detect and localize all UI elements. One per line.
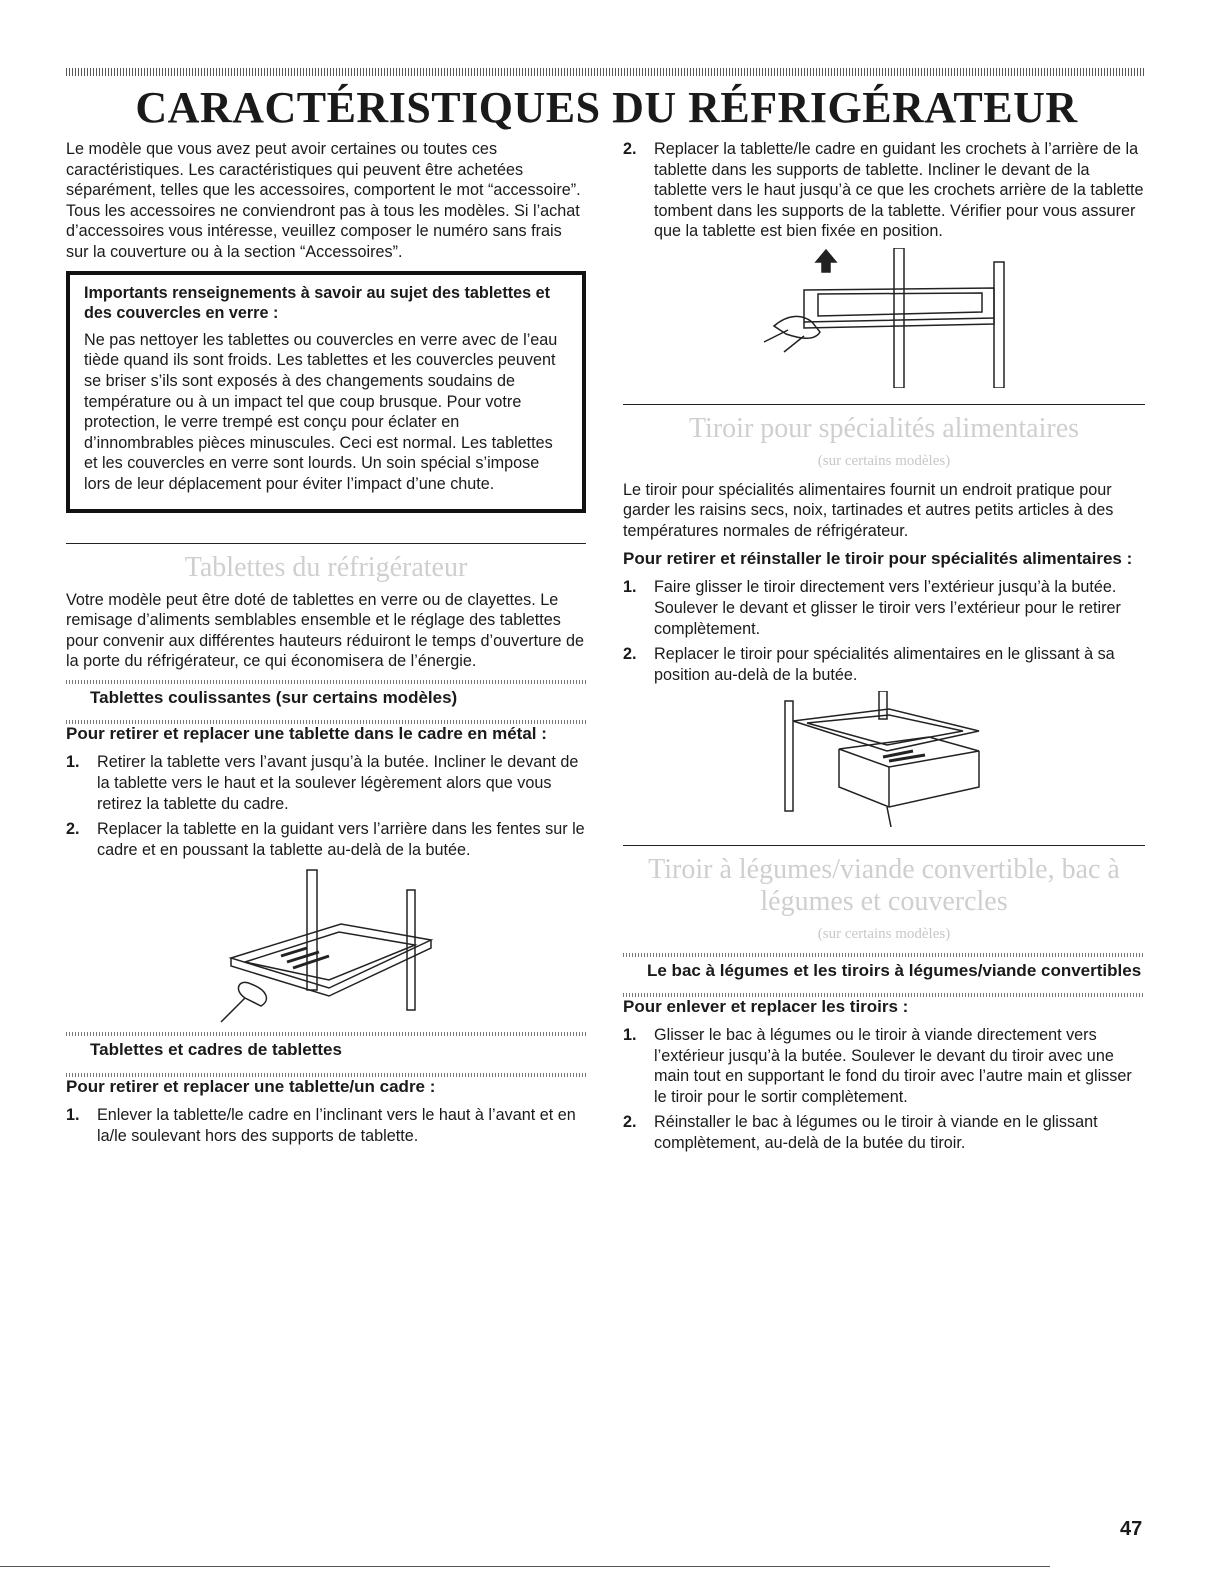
- step-number: 1.: [623, 578, 637, 597]
- list-item: [66, 1105, 586, 1146]
- step-text: Faire glisser le tiroir directement vers l’extérieur jusqu’à la butée. Soulever le devant et glisser le tiroir vers l’extérieur pour le retirer complètement.: [654, 578, 1121, 638]
- step-number: 1.: [623, 1025, 637, 1044]
- shelves-paragraph: Votre modèle peut être doté de tablettes en verre ou de clayettes. Le remisage d’aliments semblables ensemble et le réglage des tablettes pour convenir aux différentes hauteurs réduiront le temps d’ouverture de la porte du réfrigérateur, ce qui économisera de l’énergie.: [66, 590, 585, 671]
- specialty-model-note: (sur certains modèles): [817, 452, 951, 469]
- step-text: Replacer la tablette en la guidant vers l’arrière dans les fentes sur le cadre et en poussant la tablette au-delà de la butée.: [97, 820, 585, 859]
- list-item: [623, 577, 1145, 639]
- step-text: Replacer le tiroir pour spécialités alimentaires en le glissant à sa position au-delà de la butée.: [654, 645, 1115, 684]
- intro-paragraph: Le modèle que vous avez peut avoir certaines ou toutes ces caractéristiques. Les caractéristiques qui peuvent être achetées séparément, telles que les accessoires, comportent le mot “accessoire”. Tous les accessoires ne conviendront pas à tous les modèles. Si l’achat d’accessoires vous intéresse, veuillez composer le numéro sans frais sur la couverture ou à la section “Accessoires”.: [66, 140, 581, 261]
- step-text: Enlever la tablette/le cadre en l’inclinant vers le haut à l’avant et en la/le soulevant hors des supports de tablette.: [97, 1106, 576, 1145]
- step-number: 1.: [66, 1106, 80, 1125]
- step-text: Réinstaller le bac à légumes ou le tiroir à viande en le glissant complètement, au-delà de la butée du tiroir.: [654, 1113, 1098, 1152]
- sliding-instructions-heading: Pour retirer et replacer une tablette dans le cadre en métal :: [66, 724, 547, 744]
- sliding-shelf-illustration: [211, 866, 441, 1026]
- list-item: [623, 644, 1145, 685]
- step-number: 2.: [623, 140, 637, 158]
- section-rule: [623, 845, 1145, 846]
- list-item: [66, 752, 586, 814]
- glass-warning-box: [66, 271, 586, 513]
- step-number: 1.: [66, 753, 80, 772]
- page-title: CARACTÉRISTIQUES DU RÉFRIGÉRATEUR: [135, 83, 1078, 132]
- section-rule: [623, 404, 1145, 405]
- specialty-steps: [623, 577, 1145, 685]
- warning-title: Importants renseignements à savoir au sujet des tablettes et des couvercles en verre :: [84, 283, 550, 323]
- warning-body: Ne pas nettoyer les tablettes ou couvercles en verre avec de l’eau tiède quand ils sont froids. Les tablettes et les couvercles peuvent se briser s’ils sont exposés à des changements soudains de température ou à un impact tel que coup brusque. Pour votre protection, le verre trempé est conçu pour éclater en d’innombrables pièces minuscules. Ceci est normal. Les tablettes et les couvercles en verre sont lourds. Un soin spécial s’impose lors de leur déplacement pour éviter l’impact d’une chute.: [84, 330, 558, 493]
- frames-subhead: Tablettes et cadres de tablettes: [90, 1040, 342, 1060]
- list-item: [623, 1112, 1145, 1153]
- step-text: Retirer la tablette vers l’avant jusqu’à la butée. Incliner le devant de la tablette vers le haut et la soulever légèrement alors que vous retirez la tablette du cadre.: [97, 753, 579, 813]
- crisper-model-note: (sur certains modèles): [817, 926, 951, 943]
- frames-steps: [66, 1105, 586, 1146]
- specialty-paragraph: Le tiroir pour spécialités alimentaires fournit un endroit pratique pour garder les raisins secs, noix, tartinades et autres petits articles à des températures normales de réfrigérateur.: [623, 480, 1114, 540]
- specialty-drawer-heading: Tiroir pour spécialités alimentaires: [688, 412, 1080, 444]
- step-number: 2.: [66, 820, 80, 839]
- shelf-frame-illustration: [744, 248, 1024, 388]
- crisper-subhead: Le bac à légumes et les tiroirs à légumes/viande convertibles: [647, 960, 1142, 980]
- section-rule: [66, 543, 586, 544]
- specialty-instructions-heading: Pour retirer et réinstaller le tiroir pour spécialités alimentaires :: [623, 549, 1133, 569]
- list-item: [623, 139, 1145, 242]
- sliding-steps: [66, 752, 586, 860]
- page-number: 47: [1120, 1518, 1143, 1540]
- crisper-steps: [623, 1025, 1145, 1154]
- shelves-heading: Tablettes du réfrigérateur: [184, 551, 468, 583]
- right-column: [623, 139, 1145, 1159]
- crisper-heading-line2: légumes et couvercles: [760, 886, 1008, 918]
- footer-rule: [0, 1566, 1050, 1567]
- list-item: [623, 1025, 1145, 1107]
- specialty-drawer-illustration: [779, 691, 989, 831]
- frames-instructions-heading: Pour retirer et replacer une tablette/un cadre :: [66, 1077, 436, 1097]
- step-text: Replacer la tablette/le cadre en guidant les crochets à l’arrière de la tablette dans les supports de tablette. Incliner le devant de la tablette vers le haut jusqu’à ce que les crochets arrière de la tablette tombent dans les supports de la tablette. Vérifier pour vous assurer que la tablette est bien fixée en position.: [654, 140, 1144, 241]
- sliding-shelves-subhead: Tablettes coulissantes (sur certains modèles): [90, 687, 458, 707]
- step-number: 2.: [623, 1113, 637, 1132]
- crisper-instructions-heading: Pour enlever et replacer les tiroirs :: [623, 996, 909, 1016]
- list-item: [66, 819, 586, 860]
- frames-steps-continued: [623, 139, 1145, 242]
- crisper-heading-line1: Tiroir à légumes/viande convertible, bac à: [648, 854, 1120, 886]
- step-number: 2.: [623, 645, 637, 664]
- header-stripe: [66, 68, 1146, 76]
- left-column: [66, 139, 586, 1152]
- step-text: Glisser le bac à légumes ou le tiroir à viande directement vers l’extérieur jusqu’à la butée. Soulever le devant du tiroir avec une main tout en supportant le fond du tiroir avec l’autre main et glisser le tiroir pour le sortir complètement.: [654, 1025, 1132, 1106]
